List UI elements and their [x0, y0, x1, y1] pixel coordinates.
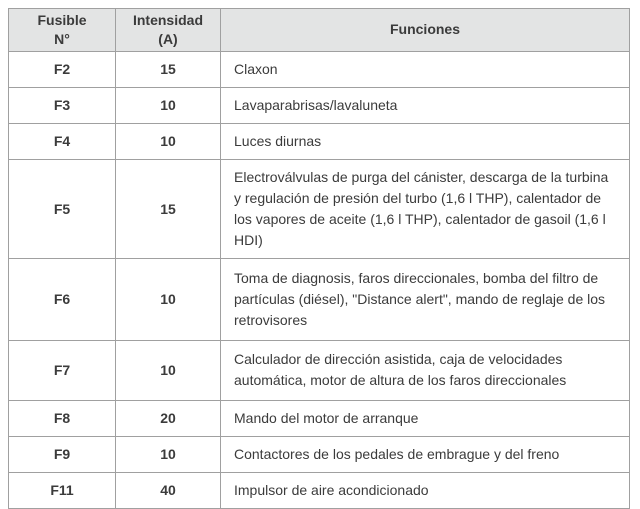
functions-cell: Lavaparabrisas/lavaluneta [221, 87, 630, 123]
header-intensity [116, 9, 221, 52]
amperage-cell: 40 [116, 472, 221, 508]
header-functions: Funciones [221, 9, 630, 52]
fuse-id-cell: F4 [9, 123, 116, 159]
table-row [9, 51, 630, 87]
functions-cell: Luces diurnas [221, 123, 630, 159]
amperage-cell: 10 [116, 123, 221, 159]
header-intensity-line2: (A) [158, 30, 178, 47]
functions-cell: Mando del motor de arranque [221, 400, 630, 436]
fuse-id-cell: F7 [9, 340, 116, 400]
fuse-id-cell: F3 [9, 87, 116, 123]
functions-cell: Toma de diagnosis, faros direccionales, bomba del filtro de partículas (diésel), "Distance alert", mando de reglaje de los retrovisores [221, 258, 630, 340]
fuse-id-cell: F5 [9, 159, 116, 258]
amperage-cell: 10 [116, 436, 221, 472]
amperage-cell: 10 [116, 87, 221, 123]
table-row [9, 258, 630, 340]
header-fuse-line2: N° [54, 30, 70, 47]
table-row [9, 472, 630, 508]
amperage-cell: 10 [116, 258, 221, 340]
amperage-cell: 20 [116, 400, 221, 436]
functions-cell: Impulsor de aire acondicionado [221, 472, 630, 508]
table-row [9, 436, 630, 472]
table-row [9, 400, 630, 436]
functions-cell: Calculador de dirección asistida, caja de velocidades automática, motor de altura de los faros direccionales [221, 340, 630, 400]
amperage-cell: 15 [116, 159, 221, 258]
amperage-cell: 15 [116, 51, 221, 87]
table-row [9, 87, 630, 123]
functions-cell: Contactores de los pedales de embrague y del freno [221, 436, 630, 472]
functions-cell: Claxon [221, 51, 630, 87]
fuse-id-cell: F9 [9, 436, 116, 472]
table-row [9, 123, 630, 159]
table-header-row [9, 9, 630, 52]
table-row [9, 340, 630, 400]
header-intensity-line1: Intensidad [132, 12, 203, 28]
amperage-cell: 10 [116, 340, 221, 400]
header-fuse-line1: Fusible [37, 12, 87, 28]
table-row [9, 159, 630, 258]
fuse-id-cell: F2 [9, 51, 116, 87]
fuse-id-cell: F6 [9, 258, 116, 340]
fuse-table [8, 8, 630, 509]
functions-cell: Electroválvulas de purga del cánister, descarga de la turbina y regulación de presión del turbo (1,6 l THP), calentador de los vapores de aceite (1,6 l THP), calentador de gasoil (1,6 l HDI) [221, 159, 630, 258]
fuse-id-cell: F8 [9, 400, 116, 436]
header-fuse-number [9, 9, 116, 52]
fuse-id-cell: F11 [9, 472, 116, 508]
